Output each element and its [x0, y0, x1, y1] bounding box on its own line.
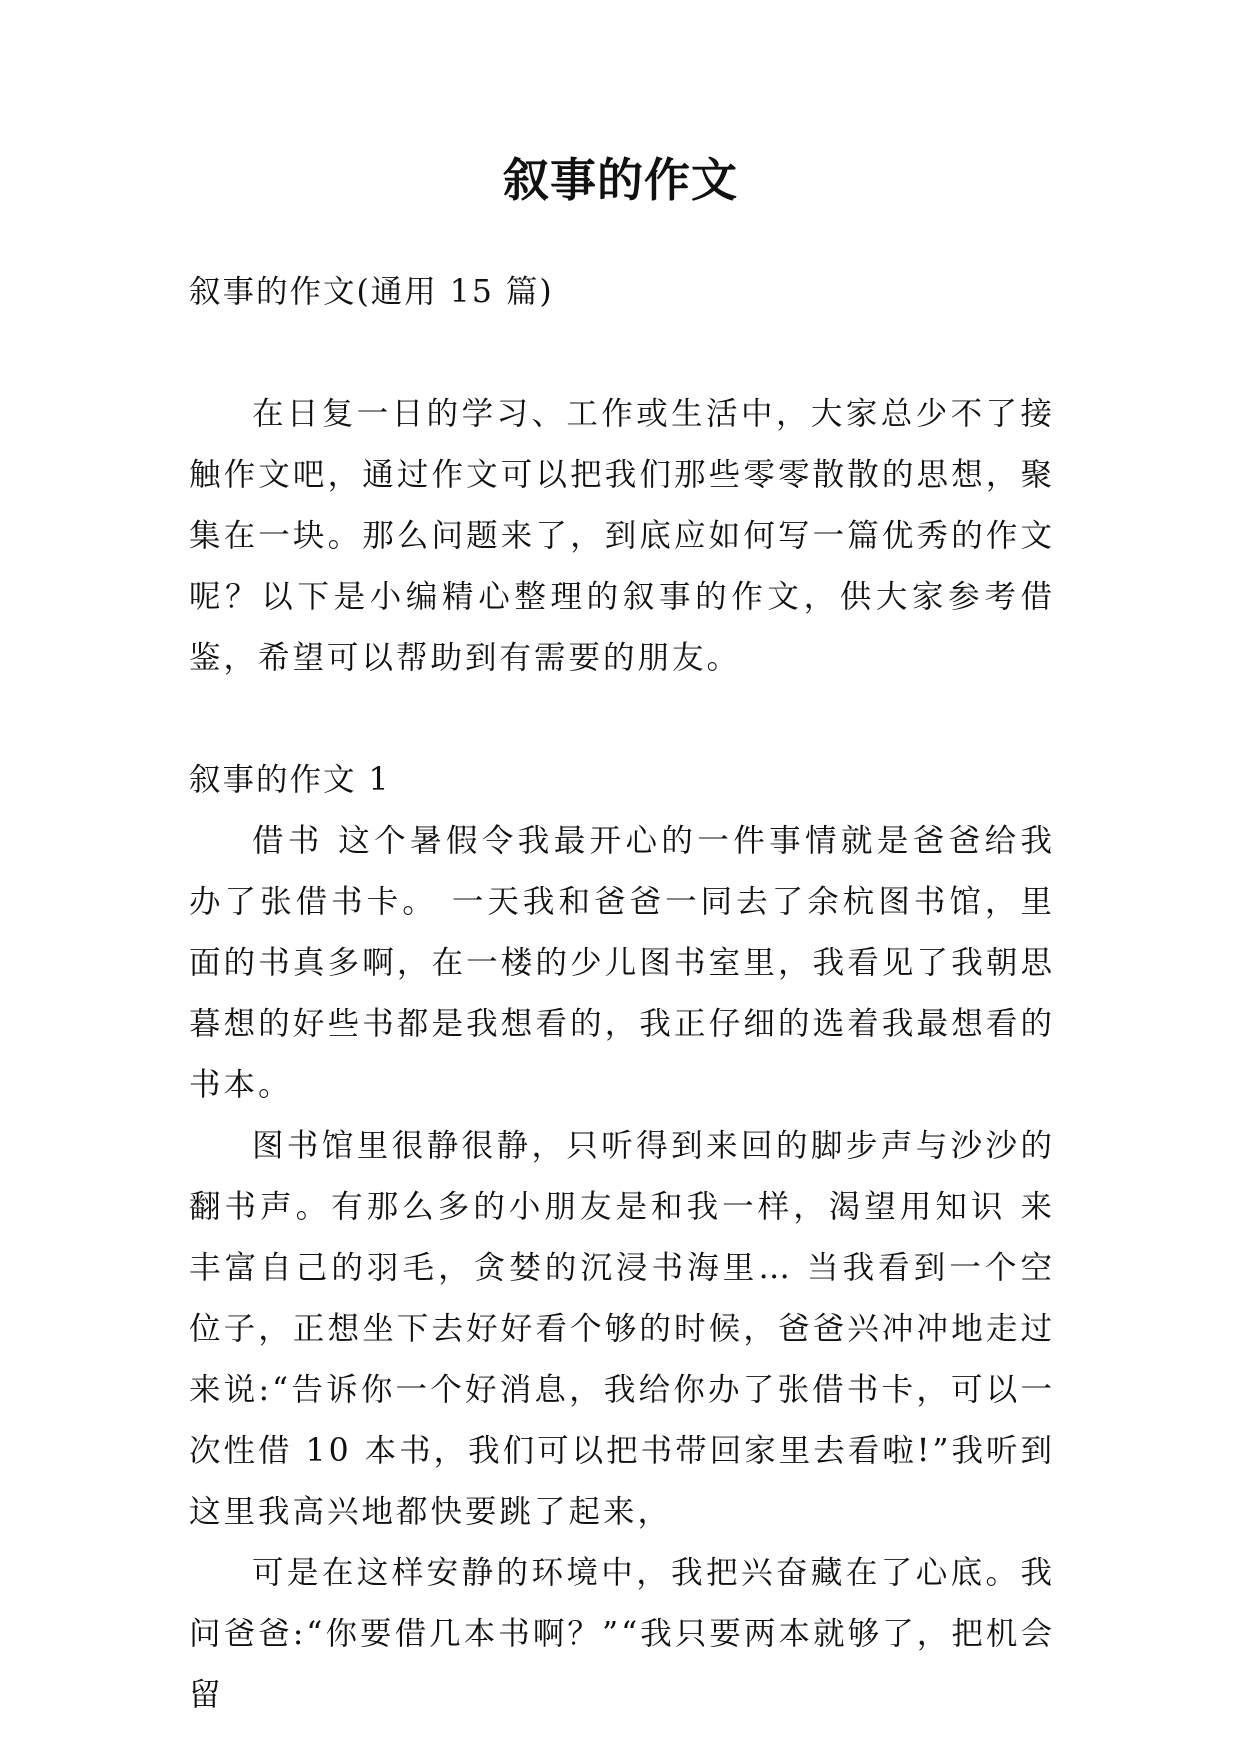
body-paragraph: 可是在这样安静的环境中，我把兴奋藏在了心底。我问爸爸:“你要借几本书啊？”“我只要两本就够了，把机会留: [189, 1555, 1055, 1713]
document-title: 叙事的作文: [503, 153, 738, 207]
body-paragraph: 图书馆里很静很静，只听得到来回的脚步声与沙沙的翻书声。有那么多的小朋友是和我一样，渴望用知识 来丰富自己的羽毛，贪婪的沉浸书海里… 当我看到一个空位子，正想坐下去好好看个够的时候，爸爸兴冲冲地走过来说:“告诉你一个好消息，我给你办了张借书卡，可以一次性借 10 本书，我们可以把书带回家里去看啦!”我听到这里我高兴地都快要跳了起来，: [189, 1128, 1055, 1530]
section-heading: 叙事的作文 1: [189, 762, 391, 798]
intro-paragraph: 在日复一日的学习、工作或生活中，大家总少不了接触作文吧，通过作文可以把我们那些零零散散的思想，聚集在一块。那么问题来了，到底应如何写一篇优秀的作文呢？以下是小编精心整理的叙事的作文，供大家参考借鉴，希望可以帮助到有需要的朋友。: [189, 396, 1055, 676]
document-subtitle: 叙事的作文(通用 15 篇): [189, 274, 554, 310]
body-paragraph: 借书 这个暑假令我最开心的一件事情就是爸爸给我办了张借书卡。 一天我和爸爸一同去了余杭图书馆，里面的书真多啊，在一楼的少儿图书室里，我看见了我朝思暮想的好些书都是我想看的，我正仔细的选着我最想看的书本。: [189, 823, 1055, 1103]
document-body: [189, 262, 1055, 1726]
